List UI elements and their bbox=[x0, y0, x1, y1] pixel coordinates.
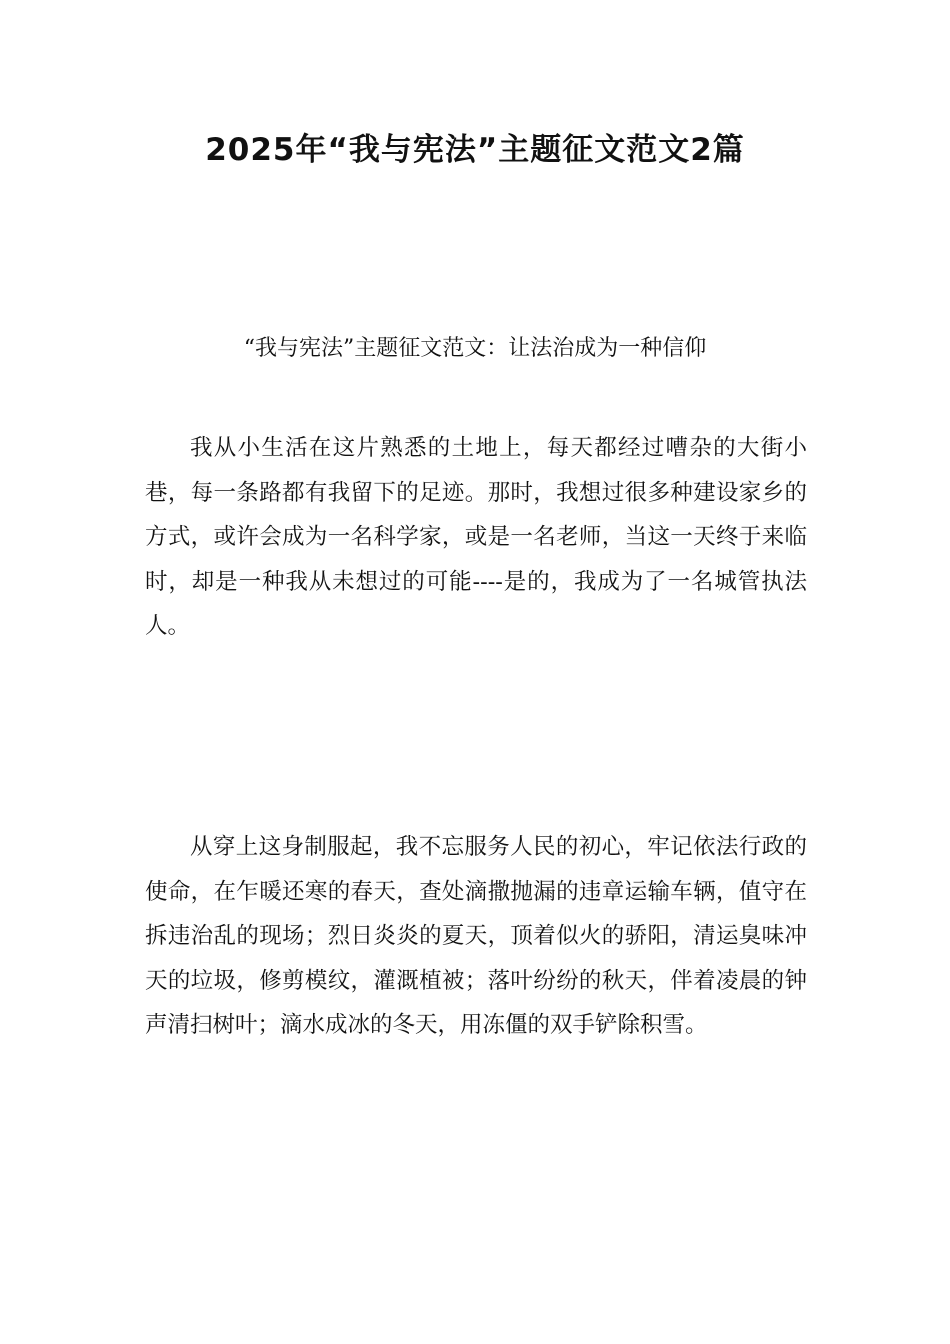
body-paragraph: 从穿上这身制服起，我不忘服务人民的初心，牢记依法行政的使命，在乍暖还寒的春天，查处滴撒抛漏的违章运输车辆，值守在拆违治乱的现场；烈日炎炎的夏天，顶着似火的骄阳，清运臭味冲天的垃圾，修剪模纹，灌溉植被；落叶纷纷的秋天，伴着凌晨的钟声清扫树叶；滴水成冰的冬天，用冻僵的双手铲除积雪。 bbox=[145, 834, 807, 1038]
body-paragraph: 我从小生活在这片熟悉的土地上，每天都经过嘈杂的大街小巷，每一条路都有我留下的足迹。那时，我想过很多种建设家乡的方式，或许会成为一名科学家，或是一名老师，当这一天终于来临时，却是一种我从未想过的可能----是的，我成为了一名城管执法人。 bbox=[145, 435, 807, 639]
essay-subtitle: “我与宪法”主题征文范文：让法治成为一种信仰 bbox=[243, 336, 707, 361]
document-title: 2025年“我与宪法”主题征文范文2篇 bbox=[205, 132, 745, 168]
